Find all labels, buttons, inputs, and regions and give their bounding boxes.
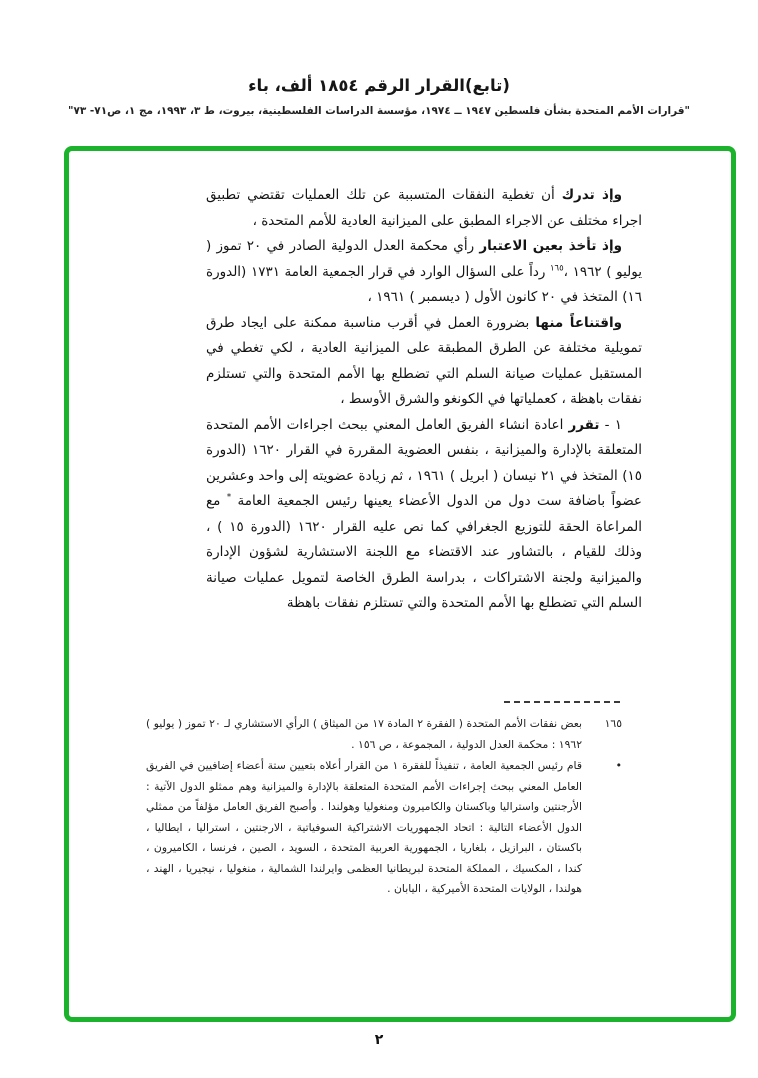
page-title: (تابع)القرار الرقم ١٨٥٤ ألف، باء — [248, 76, 510, 95]
footnote-text: بعض نفقات الأمم المتحدة ( الفقرة ٢ المادة ١٧ من الميثاق ) الرأي الاستشاري لـ ٢٠ تموز ( يوليو ) ١٩٦٢ : محكمة العدل الدولية ، المجموعة ، ص ١٥٦ . — [146, 717, 583, 751]
footnotes-section — [146, 714, 622, 900]
resolution-text — [206, 183, 642, 617]
footnote-marker: ١٦٥ — [604, 717, 622, 730]
paragraph-lead: تقرر — [568, 416, 600, 433]
footnotes-separator-rule — [504, 701, 620, 703]
footnote-ref-165: ١٦٥ — [549, 263, 564, 273]
paragraph-text: رأي محكمة العدل الدولية الصادر في ٢٠ تموز ( يوليو ) ١٩٦٢ ، — [206, 238, 642, 280]
footnote-item — [146, 756, 622, 900]
paragraph-lead: واقتناعاً منها — [535, 314, 622, 331]
paragraph-text: أن تغطية النفقات المتسببة عن تلك العمليات تقتضي تطبيق اجراء مختلف عن الاجراء المطبق على الميزانية العادية للأمم المتحدة ، — [206, 187, 642, 229]
paragraph-text: اعادة انشاء الفريق العامل المعني ببحث اجراءات الأمم المتحدة المتعلقة بالإدارة والميزانية ، بنفس العضوية المقررة في القرار ١٦٢٠ (الدورة ١٥) المتخذ في ٢١ نيسان ( ابريل ) ١٩٦١ ، ثم زيادة عضويته إلى واحد وعشرين عضواً باضافة ست دول من الدول الأعضاء يعينها رئيس الجمعية العامة — [206, 416, 642, 509]
paragraph-preamble-3 — [206, 311, 642, 413]
source-citation: "قرارات الأمم المتحدة بشأن فلسطين ١٩٤٧ ــ ١٩٧٤، مؤسسة الدراسات الفلسطينية، بيروت، ط ٣، ١٩٩٣، مج ١، ص٧١- ٧٣" — [67, 105, 691, 117]
footnote-text: قام رئيس الجمعية العامة ، تنفيذاً للفقرة ١ من القرار أعلاه بتعيين ستة أعضاء إضافيين في الفريق العامل المعني ببحث إجراءات الأمم المتحدة المتعلقة بالإدارة والميزانية وهم ممثلو الدول الآتية : الأرجنتين واستراليا وباكستان والكاميرون ومنغوليا وهولندا . وأصبح الفريق العامل مؤلفاً من ممثلي الدول الأعضاء التالية : اتحاد الجمهوريات الاشتراكية السوفياتية ، الارجنتين ، استراليا ، ايطاليا ، باكستان ، البرازيل ، بلغاريا ، الجمهورية العربية المتحدة ، السويد ، الصين ، فرنسا ، الكاميرون ، كندا ، المكسيك ، المملكة المتحدة لبريطانيا العظمى وايرلندا الشمالية ، منغوليا ، نيجيريا ، الهند ، هولندا ، الولايات المتحدة الأميركية ، اليابان . — [146, 759, 582, 895]
paragraph-operative-1 — [206, 413, 642, 617]
paragraph-number: ١ - — [599, 416, 622, 433]
paragraph-text: مع المراعاة الحقة للتوزيع الجغرافي كما نص عليه القرار ١٦٢٠ (الدورة ١٥ ) ، وذلك للقيام ، بالتشاور عند الاقتضاء مع اللجنة الاستشارية لشؤون الإدارة والميزانية ولجنة الاشتراكات ، بدراسة الطرق الخاصة لتمويل عمليات صيانة السلم التي تضطلع بها الأمم المتحدة والتي تستلزم نفقات باهظة — [206, 493, 643, 611]
paragraph-lead: وإذ تأخذ بعين الاعتبار — [479, 238, 623, 254]
footnote-ref-asterisk: * — [226, 492, 232, 503]
paragraph-text: بضرورة العمل في أقرب مناسبة ممكنة على ايجاد طرق تمويلية مختلفة عن الطرق المطبقة على الميزانية العادية ، لكي تغطي في المستقبل عمليات صيانة السلم التي تضطلع بها الأمم المتحدة والتي تستلزم نفقات باهظة ، كعملياتها في الكونغو والشرق الأوسط ، — [206, 314, 642, 407]
footnote-marker: • — [615, 759, 622, 772]
footnote-item — [146, 714, 622, 755]
paragraph-preamble-2 — [206, 234, 642, 311]
page-number: ٢ — [374, 1032, 384, 1048]
paragraph-preamble-1 — [206, 183, 642, 234]
paragraph-lead: وإذ تدرك — [561, 187, 622, 203]
paragraph-text: رداً على السؤال الوارد في قرار الجمعية العامة ١٧٣١ (الدورة ١٦) المتخذ في ٢٠ كانون الأول ( ديسمبر ) ١٩٦١ ، — [206, 263, 642, 305]
